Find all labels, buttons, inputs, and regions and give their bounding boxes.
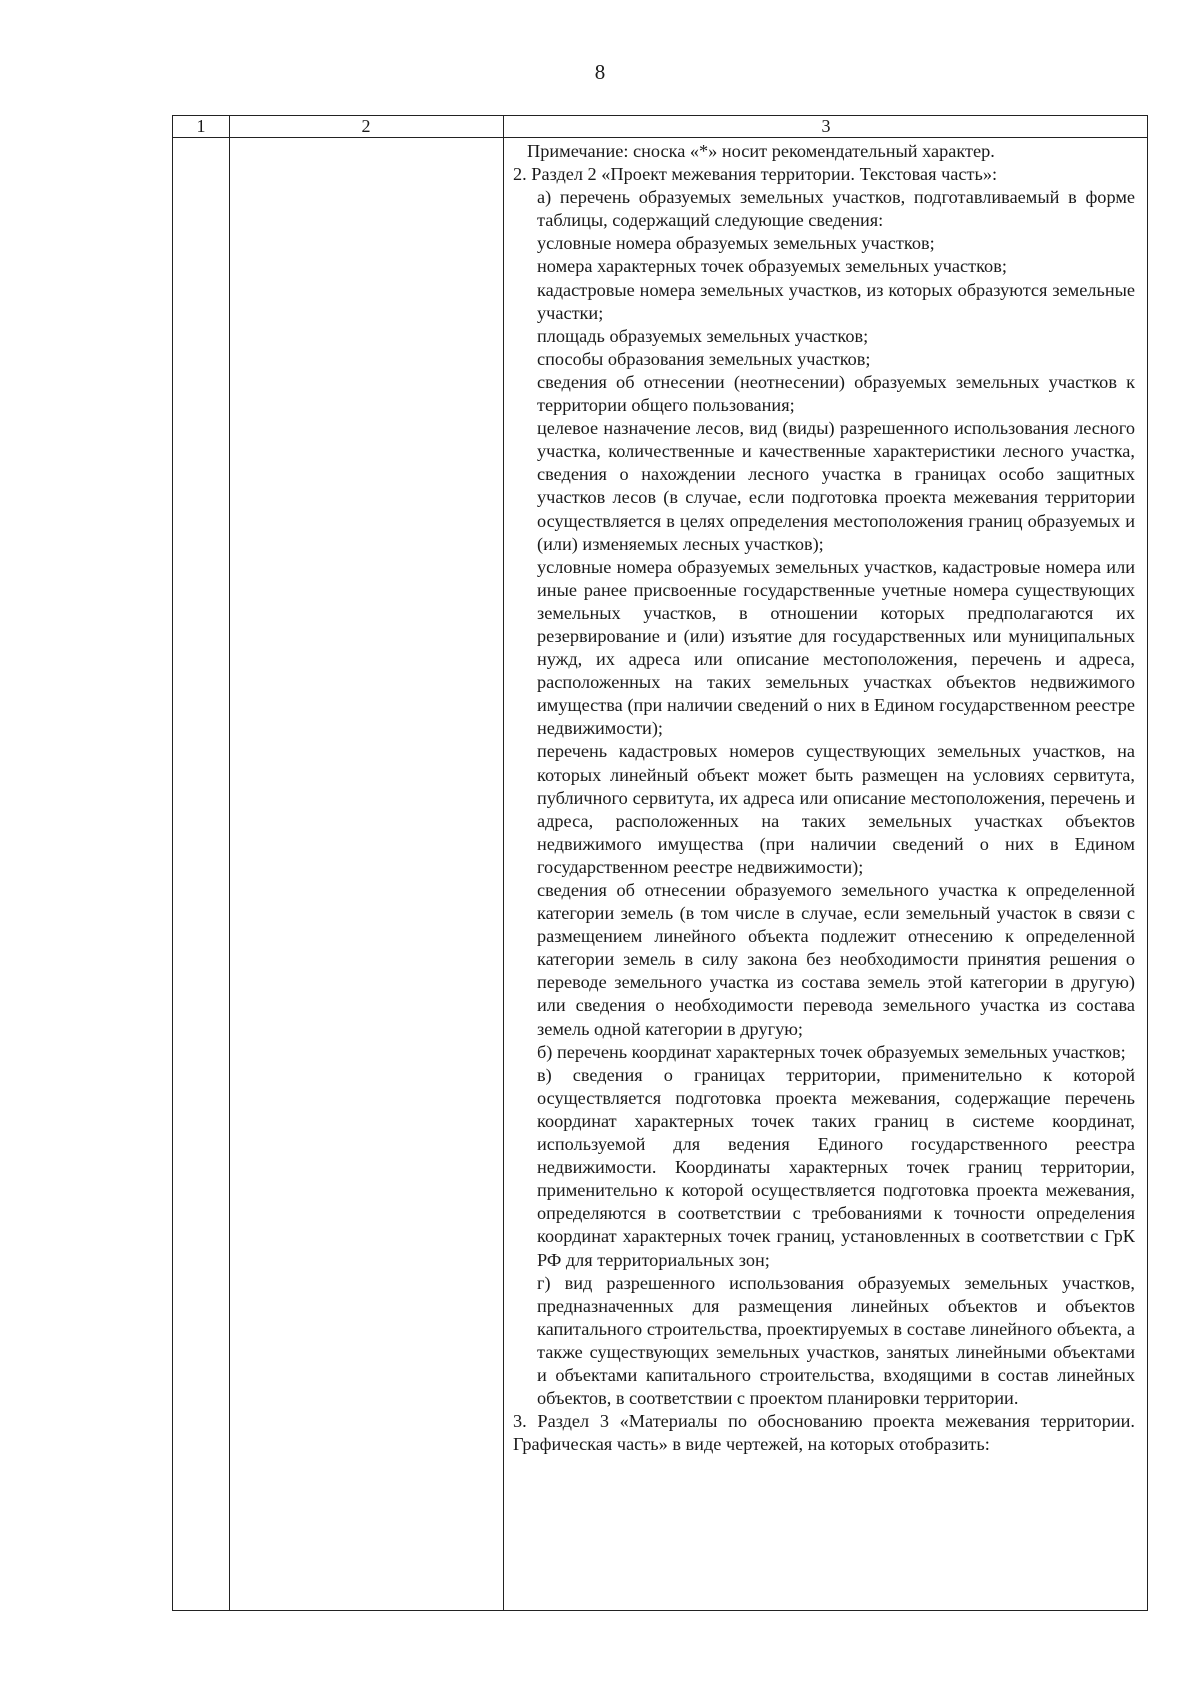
column-header-2: 2 bbox=[361, 116, 371, 136]
text-paragraph: б) перечень координат характерных точек образуемых земельных участков; bbox=[537, 1041, 1126, 1062]
text-paragraph: целевое назначение лесов, вид (виды) разрешенного использования лесного участка, количественные и качественные характеристики лесного участка, сведения о нахождении лесного участка в границах особо защитных участков лесов (в случае, если подготовка проекта межевания территории осуществляется в целях определения местоположения границ образуемых и (или) изменяемых лесных участков); bbox=[537, 418, 1135, 554]
text-paragraph: номера характерных точек образуемых земельных участков; bbox=[537, 256, 1007, 277]
text-paragraph: способы образования земельных участков; bbox=[537, 348, 871, 369]
text-paragraph: 2. Раздел 2 «Проект межевания территории. Текстовая часть»: bbox=[513, 164, 998, 185]
text-paragraph: площадь образуемых земельных участков; bbox=[537, 325, 869, 346]
table-header-row bbox=[173, 116, 1147, 138]
text-paragraph: перечень кадастровых номеров существующих земельных участков, на которых линейный объект может быть размещен на условиях сервитута, публичного сервитута, их адреса или описание местоположения, перечень и адреса, расположенных на таких земельных участках объектов недвижимого имущества (при наличии сведений о них в Едином государственном реестре недвижимости); bbox=[537, 741, 1135, 877]
document-table bbox=[172, 115, 1148, 1611]
text-paragraph: а) перечень образуемых земельных участков, подготавливаемый в форме таблицы, содержащий следующие сведения: bbox=[537, 187, 1135, 231]
column-3-content bbox=[513, 140, 1135, 1456]
text-paragraph: условные номера образуемых земельных участков; bbox=[537, 233, 935, 254]
column-divider bbox=[503, 116, 504, 1610]
text-paragraph: в) сведения о границах территории, применительно к которой осуществляется подготовка проекта межевания, содержащие перечень координат характерных точек таких границ в системе координат, используемой для ведения Единого государственного реестра недвижимости. Координаты характерных точек границ территории, применительно к которой осуществляется подготовка проекта межевания, определяются в соответствии с требованиями к точности определения координат характерных точек границ, установленных в соответствии с ГрК РФ для территориальных зон; bbox=[537, 1064, 1135, 1270]
text-paragraph: Примечание: сноска «*» носит рекомендательный характер. bbox=[527, 141, 995, 161]
page-number: 8 bbox=[594, 60, 606, 84]
text-paragraph: кадастровые номера земельных участков, из которых образуются земельные участки; bbox=[537, 279, 1135, 323]
text-paragraph: г) вид разрешенного использования образуемых земельных участков, предназначенных для размещения линейных объектов и объектов капитального строительства, проектируемых в составе линейного объекта, а также существующих земельных участков, занятых линейными объектами и объектами капитального строительства, входящими в состав линейных объектов, в соответствии с проектом планировки территории. bbox=[537, 1272, 1135, 1409]
text-paragraph: сведения об отнесении образуемого земельного участка к определенной категории земель (в том числе в случае, если земельный участок в связи с размещением линейного объекта подлежит отнесению к определенной категории земель в силу закона без необходимости принятия решения о переводе земельного участка из состава земель этой категории в другую) или сведения о необходимости перевода земельного участка из состава земель одной категории в другую; bbox=[537, 880, 1135, 1039]
text-paragraph: 3. Раздел 3 «Материалы по обоснованию проекта межевания территории. Графическая часть» в виде чертежей, на которых отобразить: bbox=[513, 1411, 1135, 1455]
text-paragraph: условные номера образуемых земельных участков, кадастровые номера или иные ранее присвоенные государственные учетные номера существующих земельных участков, в отношении которых предполагаются их резервирование и (или) изъятие для государственных или муниципальных нужд, их адреса или описание местоположения, перечень и адреса, расположенных на таких земельных участках объектов недвижимого имущества (при наличии сведений о них в Едином государственном реестре недвижимости); bbox=[537, 556, 1135, 739]
column-header-3: 3 bbox=[821, 116, 831, 136]
column-header-1: 1 bbox=[196, 116, 206, 136]
column-divider bbox=[229, 116, 230, 1610]
text-paragraph: сведения об отнесении (неотнесении) образуемых земельных участков к территории общего пользования; bbox=[537, 371, 1135, 416]
